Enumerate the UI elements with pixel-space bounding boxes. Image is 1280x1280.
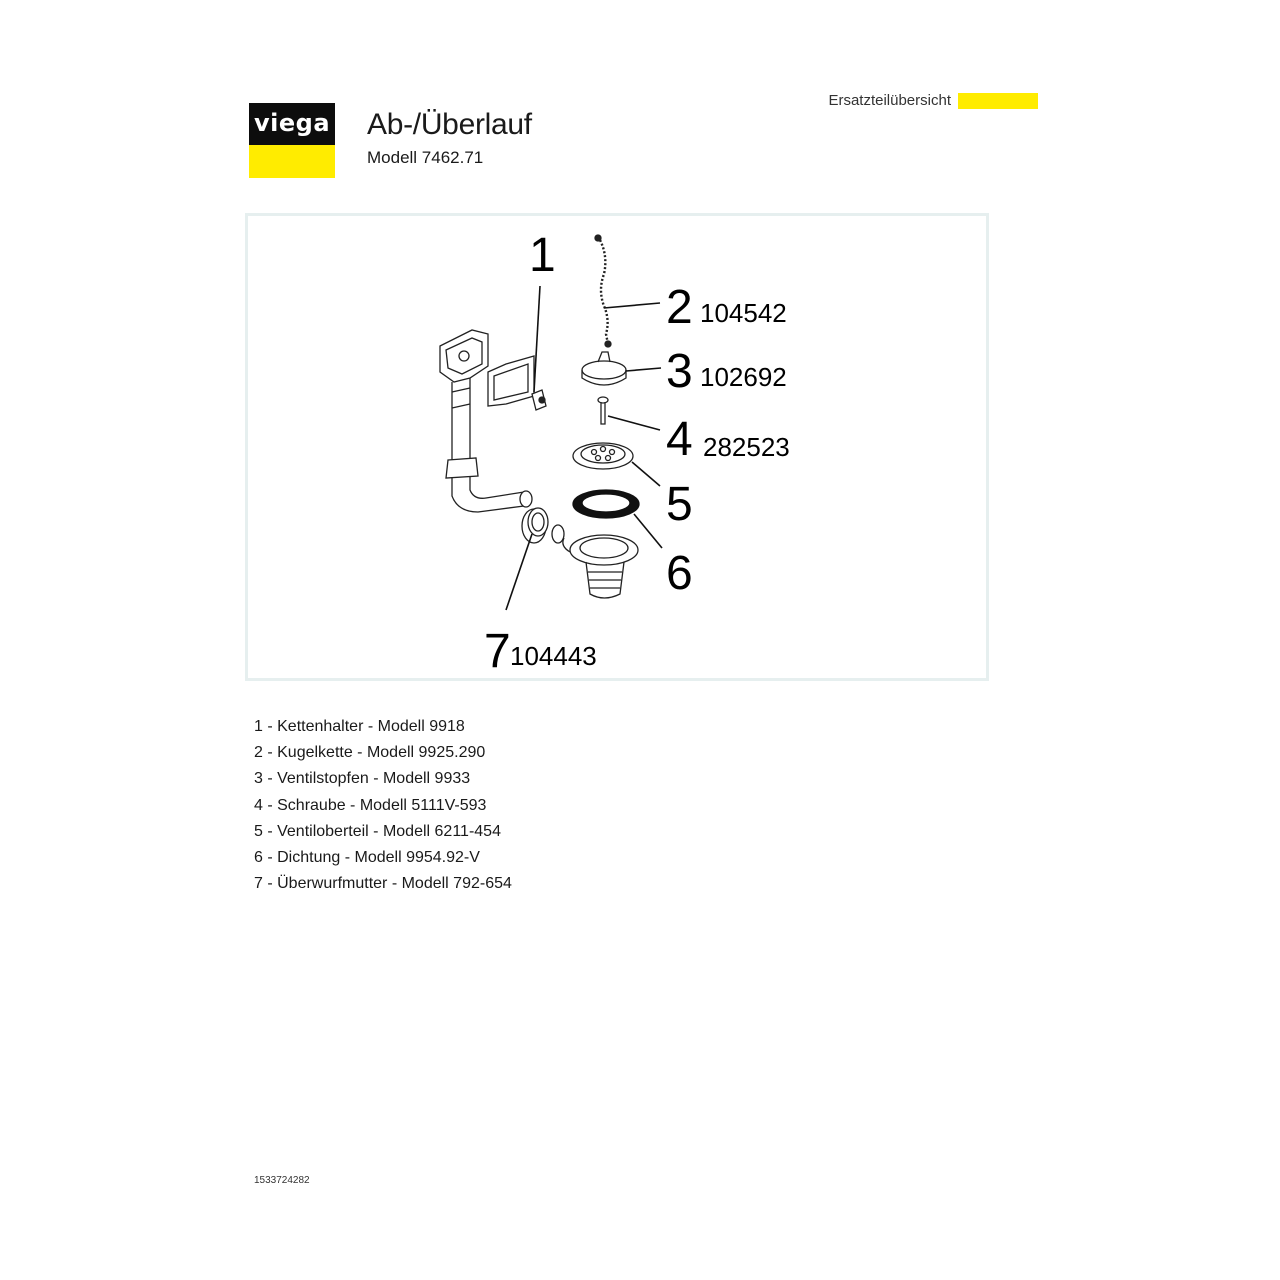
document-type-label: Ersatzteilübersicht [828,92,951,109]
overflow-assembly [440,330,534,512]
chain-holder-part [532,390,546,410]
model-number: Modell 7462.71 [367,148,484,167]
document-id: 1533724282 [254,1175,310,1186]
list-item: 3 - Ventilstopfen - Modell 9933 [254,770,471,788]
parts-list [254,714,512,897]
list-item: 1 - Kettenhalter - Modell 9918 [254,718,465,735]
leader-line-2 [604,303,660,308]
leader-line-7 [506,534,532,610]
union-nut-part [522,508,564,543]
exploded-view-diagram [245,213,989,681]
list-item: 2 - Kugelkette - Modell 9925.290 [254,744,486,762]
leader-line-1 [534,286,540,392]
callout-number: 6 [666,547,693,600]
callouts [484,229,790,678]
part-code: 104443 [510,641,597,671]
leader-line-3 [626,368,661,371]
page-title: Ab-/Überlauf [367,108,532,141]
leader-line-5 [632,462,660,486]
part-code: 282523 [703,432,790,462]
logo-wordmark: viega [249,103,335,145]
screw-part [598,397,608,424]
viega-logo [249,103,335,178]
list-item: 4 - Schraube - Modell 5111V-593 [254,796,487,814]
callout-number: 5 [666,478,693,531]
leader-line-6 [634,514,662,548]
exploded-view-drawing [248,216,986,678]
callout-number: 7 [484,625,511,678]
callout-number: 3 [666,345,693,398]
ball-chain-part [595,235,611,347]
valve-stopper-part [582,352,626,385]
leader-line-4 [608,416,660,430]
list-item: 7 - Überwurfmutter - Modell 792-654 [254,875,512,893]
part-code: 104542 [700,298,787,328]
list-item: 5 - Ventiloberteil - Modell 6211-454 [254,822,501,840]
document-type-color-swatch [958,93,1038,109]
part-code: 102692 [700,362,787,392]
list-item: 6 - Dichtung - Modell 9954.92-V [254,849,480,867]
callout-number: 2 [666,281,693,334]
callout-number: 1 [529,229,556,282]
gasket-part [573,490,639,518]
valve-body-part [563,535,638,598]
logo-yellow-band [249,145,335,178]
valve-top-part [573,443,633,469]
document-type [828,92,1038,109]
callout-number: 4 [666,413,693,466]
